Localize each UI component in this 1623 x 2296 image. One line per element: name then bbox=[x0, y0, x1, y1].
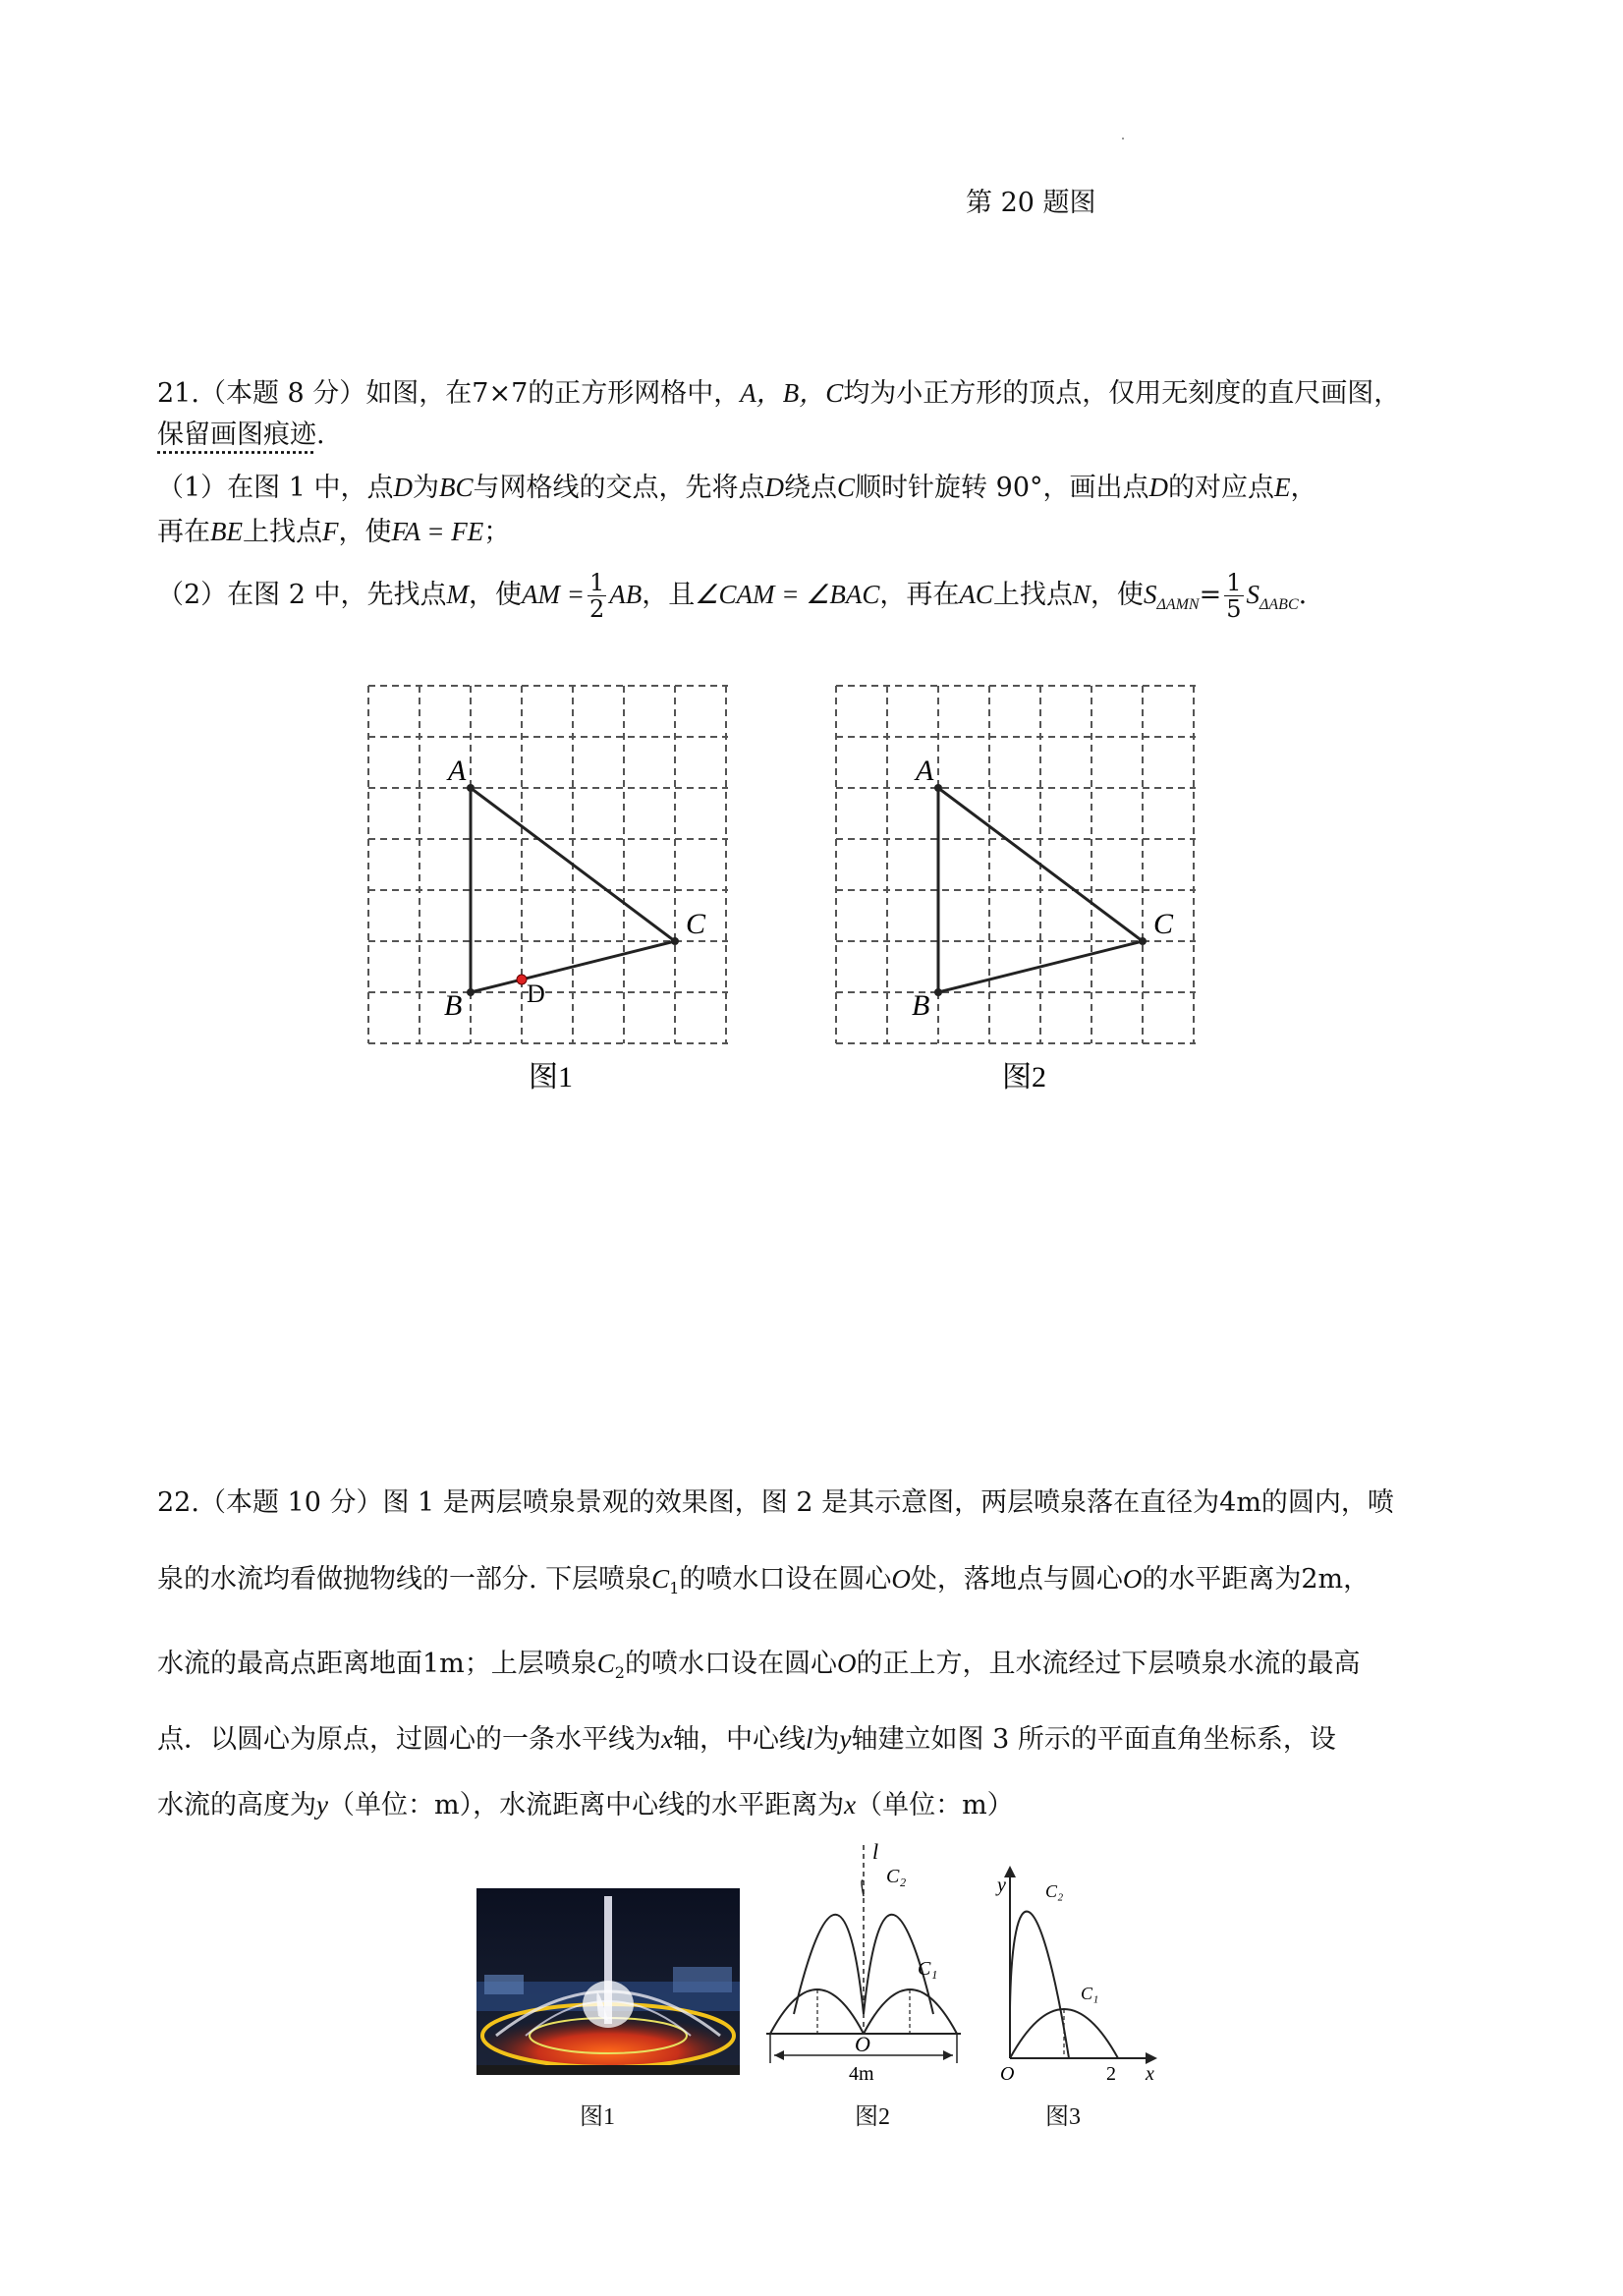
point-d bbox=[517, 975, 527, 984]
fig1-caption: 图1 bbox=[529, 1061, 573, 1093]
fig20-caption: 第 20 题图 bbox=[966, 188, 1096, 218]
q21-figure2 bbox=[831, 678, 1204, 1100]
q21-part1-line2: 再在BE上找点F，使FA = FE； bbox=[157, 517, 511, 547]
q22-fig2-caption: 图2 bbox=[855, 2104, 890, 2130]
label-c1: C₁ bbox=[918, 1958, 938, 1980]
label-x: x bbox=[1146, 2063, 1154, 2085]
label-o: O bbox=[855, 2032, 870, 2056]
coordinate-plot bbox=[990, 1862, 1167, 2088]
q22-line1: 22.（本题 10 分）图 1 是两层喷泉景观的效果图，图 2 是其示意图，两层喷泉落在直径为4m的圆内，喷 bbox=[157, 1487, 1394, 1518]
label-o: O bbox=[1000, 2063, 1015, 2085]
c2-curve bbox=[1010, 1912, 1069, 2058]
q21-line1: 21.（本题 8 分）如图，在7×7的正方形网格中，A，B，C均为小正方形的顶点，仅用无刻度的直尺画图， bbox=[157, 378, 1401, 409]
label-2: 2 bbox=[1106, 2063, 1116, 2085]
label-c: C bbox=[1153, 908, 1174, 940]
grid-lines bbox=[836, 686, 1196, 1043]
fountain-photo bbox=[476, 1888, 740, 2075]
label-b: B bbox=[912, 989, 930, 1022]
label-c1: C₁ bbox=[1081, 1984, 1099, 2003]
q21-part1-line1: （1）在图 1 中，点D为BC与网格线的交点，先将点D绕点C顺时针旋转 90°，画出点D的对应点E， bbox=[157, 473, 1317, 503]
q21-line2: 保留画图痕迹. bbox=[157, 420, 325, 450]
point-a bbox=[934, 784, 942, 792]
q22-fig3-caption: 图3 bbox=[1045, 2104, 1081, 2130]
label-a: A bbox=[448, 755, 467, 787]
label-a: A bbox=[916, 755, 934, 787]
label-l: l bbox=[872, 1839, 879, 1864]
q22-fig1-caption: 图1 bbox=[580, 2104, 615, 2130]
q22-line3: 水流的最高点距离地面1m；上层喷泉$C_2$的喷水口设在圆心O的正上方，且水流经过下层喷泉水流的最高 bbox=[157, 1649, 1361, 1682]
q22-line5: 水流的高度为y（单位：m），水流距离中心线的水平距离为x（单位：m） bbox=[157, 1790, 1014, 1820]
fraction-one-half: $\frac{1}{2}$ bbox=[589, 569, 605, 623]
point-b bbox=[467, 988, 475, 996]
q22-line4: 点．以圆心为原点，过圆心的一条水平线为x轴，中心线l为y轴建立如图 3 所示的平面直角坐标系，设 bbox=[157, 1724, 1336, 1755]
point-b bbox=[934, 988, 942, 996]
label-4m: 4m bbox=[849, 2063, 874, 2085]
fraction-one-fifth: $\frac{1}{5}$ bbox=[1226, 569, 1242, 623]
stray-dot bbox=[1122, 138, 1124, 140]
label-c2: C₂ bbox=[886, 1866, 907, 1887]
q21-part2: （2）在图 2 中，先找点M，使AM = $\frac{1}{2}$ AB，且∠CAM = ∠BAC，再在AC上找点N，使$S_{\Delta AMN}=$ $\frac{1}{5}$ $S_{\Delta ABC}$. bbox=[157, 569, 1308, 623]
fountain-diagram bbox=[766, 1837, 973, 2093]
label-d: D bbox=[527, 980, 545, 1008]
label-c2: C₂ bbox=[1045, 1881, 1064, 1901]
label-c: C bbox=[686, 908, 706, 940]
point-a bbox=[467, 784, 475, 792]
point-c bbox=[671, 937, 679, 945]
q21-figure1 bbox=[364, 678, 737, 1100]
point-c bbox=[1139, 937, 1147, 945]
q22-line2: 泉的水流均看做抛物线的一部分. 下层喷泉$C_1$的喷水口设在圆心O处，落地点与圆心O的水平距离为2m， bbox=[157, 1564, 1371, 1597]
grid-lines bbox=[368, 686, 728, 1043]
label-b: B bbox=[444, 989, 463, 1022]
c2-left-arc bbox=[794, 1915, 864, 2014]
fig2-caption: 图2 bbox=[1002, 1061, 1046, 1093]
label-y: y bbox=[997, 1875, 1006, 1896]
